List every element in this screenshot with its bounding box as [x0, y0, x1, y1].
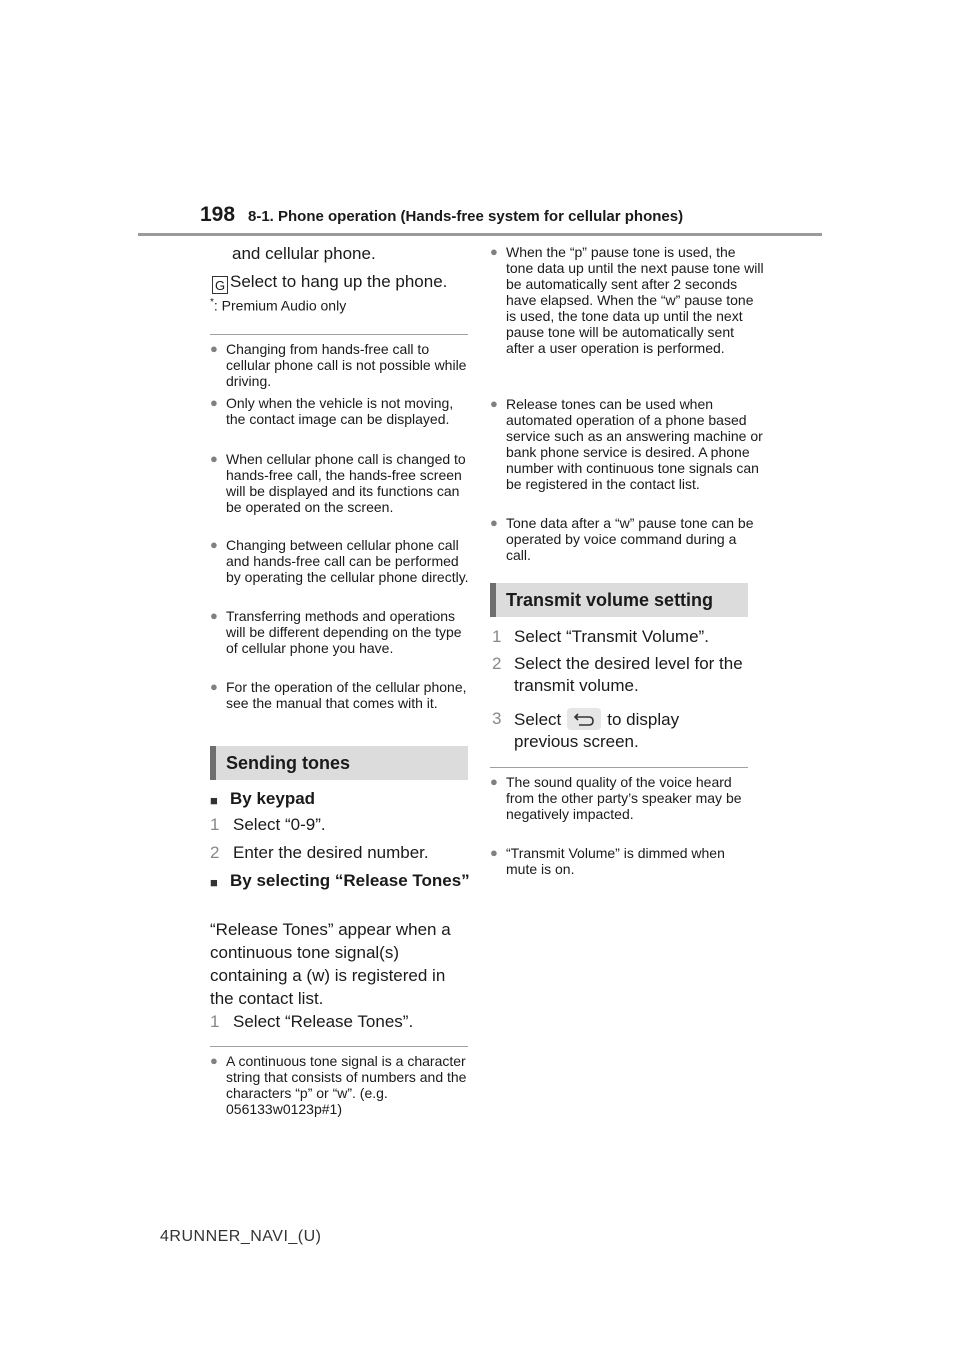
bullet-icon: ● [490, 244, 498, 259]
g-callout-icon: G [212, 276, 228, 294]
bullet-icon: ● [210, 341, 218, 356]
note-item: ● The sound quality of the voice heard from the other party’s speaker may be negatively impacted. [490, 774, 742, 822]
bullet-icon: ● [210, 608, 218, 623]
note-item: ● Transferring methods and operations will be different depending on the type of cellular phone you have. [210, 608, 462, 656]
bullet-icon: ● [490, 515, 498, 530]
hangup-instruction: G Select to hang up the phone. [212, 271, 468, 294]
page-number: 198 [200, 203, 236, 226]
bullet-icon: ● [210, 1053, 218, 1068]
note-item: ● Release tones can be used when automated operation of a phone based service such as an answering machine or bank phone service is desired. A phone number with continuous tone signals can be registered in the contact list. [490, 396, 763, 492]
notes-divider [210, 1046, 468, 1047]
bullet-icon: ● [490, 774, 498, 789]
square-bullet-icon: ■ [210, 793, 218, 808]
intro-continued: and cellular phone. [232, 244, 376, 263]
bullet-icon: ● [490, 845, 498, 860]
note-item: ● Changing between cellular phone call and hands-free call can be performed by operating the cellular phone directly. [210, 537, 469, 585]
bullet-icon: ● [210, 395, 218, 410]
bullet-icon: ● [490, 396, 498, 411]
note-item: ● Only when the vehicle is not moving, the contact image can be displayed. [210, 395, 454, 427]
notes-divider [210, 334, 468, 335]
note-item: ● When the “p” pause tone is used, the tone data up until the next pause tone will be automatically sent after 2 seconds have elapsed. When the “w” pause tone is used, the tone data up until the next pause tone will be automatically sent after a user operation is performed. [490, 244, 764, 356]
footnote: *: Premium Audio only [210, 297, 347, 314]
header-rule [138, 233, 822, 236]
note-item: ● When cellular phone call is changed to hands-free call, the hands-free screen will be displayed and its functions can be operated on the screen. [210, 451, 466, 515]
note-item: ● Tone data after a “w” pause tone can be operated by voice command during a call. [490, 515, 754, 563]
note-item: ● Changing from hands-free call to cellular phone call is not possible while driving. [210, 341, 467, 389]
notes-divider [490, 767, 748, 768]
note-item: ● For the operation of the cellular phone, see the manual that comes with it. [210, 679, 467, 711]
model-footer: 4RUNNER_NAVI_(U) [160, 1228, 322, 1245]
bullet-icon: ● [210, 679, 218, 694]
section-heading-sending-tones: Sending tones [210, 746, 468, 780]
back-arrow-icon [567, 708, 601, 730]
note-item: ● A continuous tone signal is a character string that consists of numbers and the characters “p” or “w”. (e.g. 056133w0123p#1) [210, 1053, 467, 1117]
chapter-title: 8-1. Phone operation (Hands-free system for cellular phones) [248, 208, 684, 225]
note-item: ● “Transmit Volume” is dimmed when mute is on. [490, 845, 725, 877]
section-heading-transmit-volume: Transmit volume setting [490, 583, 748, 617]
bullet-icon: ● [210, 537, 218, 552]
release-tones-paragraph: “Release Tones” appear when a continuous tone signal(s) containing a (w) is registered in the contact list. [210, 920, 451, 1008]
bullet-icon: ● [210, 451, 218, 466]
square-bullet-icon: ■ [210, 875, 218, 890]
